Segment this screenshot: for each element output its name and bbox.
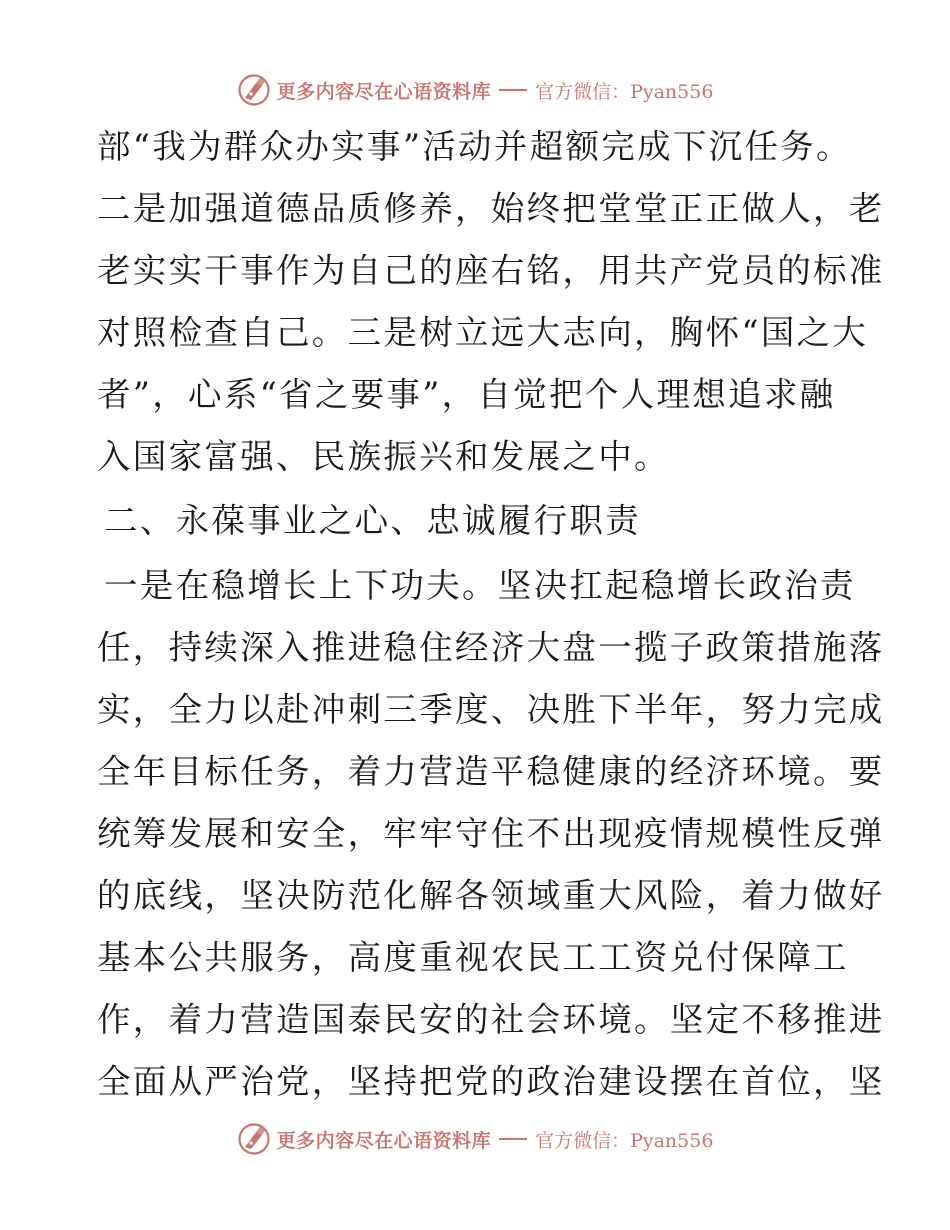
footer-banner-dash: [499, 1138, 527, 1140]
text-line: 全年目标任务，着力营造平稳健康的经济环境。要: [97, 752, 885, 791]
text-line: 部“我为群众办实事”活动并超额完成下沉任务。: [97, 127, 852, 166]
page-footer: [0, 1117, 950, 1161]
text-line: 基本公共服务，高度重视农民工工资兑付保障工: [97, 938, 849, 977]
text-line: 对照检查自己。三是树立远大志向，胸怀“国之大: [97, 313, 869, 352]
text-line: 任，持续深入推进稳住经济大盘一揽子政策措施落: [97, 628, 885, 667]
header-banner-title: 更多内容尽在心语资料库: [276, 80, 492, 103]
text-line: 作，着力营造国泰民安的社会环境。坚定不移推进: [97, 1000, 885, 1039]
section-heading: 二、永葆事业之心、忠诚履行职责: [104, 501, 641, 540]
footer-banner-contact: 官方微信：Pyan556: [535, 1129, 714, 1152]
pen-nib-logo-icon: [237, 1122, 271, 1156]
footer-banner-title: 更多内容尽在心语资料库: [276, 1129, 492, 1152]
text-line: 老实实干事作为自己的座右铭，用共产党员的标准: [97, 251, 885, 290]
header-banner: [237, 73, 714, 107]
pen-nib-logo-icon: [237, 73, 271, 107]
header-banner-dash: [499, 89, 527, 91]
text-line: 实，全力以赴冲刺三季度、决胜下半年，努力完成: [97, 690, 885, 729]
footer-banner: [237, 1122, 714, 1156]
header-banner-contact: 官方微信：Pyan556: [535, 80, 714, 103]
text-line: 入国家富强、民族振兴和发展之中。: [97, 437, 670, 476]
text-line: 者”，心系“省之要事”，自觉把个人理想追求融: [97, 375, 836, 414]
text-line: 全面从严治党，坚持把党的政治建设摆在首位，坚: [97, 1062, 885, 1101]
text-line: 二是加强道德品质修养，始终把堂堂正正做人，老: [97, 189, 885, 228]
text-line: 一是在稳增长上下功夫。坚决扛起稳增长政治责: [104, 566, 856, 605]
text-line: 的底线，坚决防范化解各领域重大风险，着力做好: [97, 876, 885, 915]
text-line: 统筹发展和安全，牢牢守住不出现疫情规模性反弹: [97, 814, 885, 853]
page-header: [0, 68, 950, 112]
